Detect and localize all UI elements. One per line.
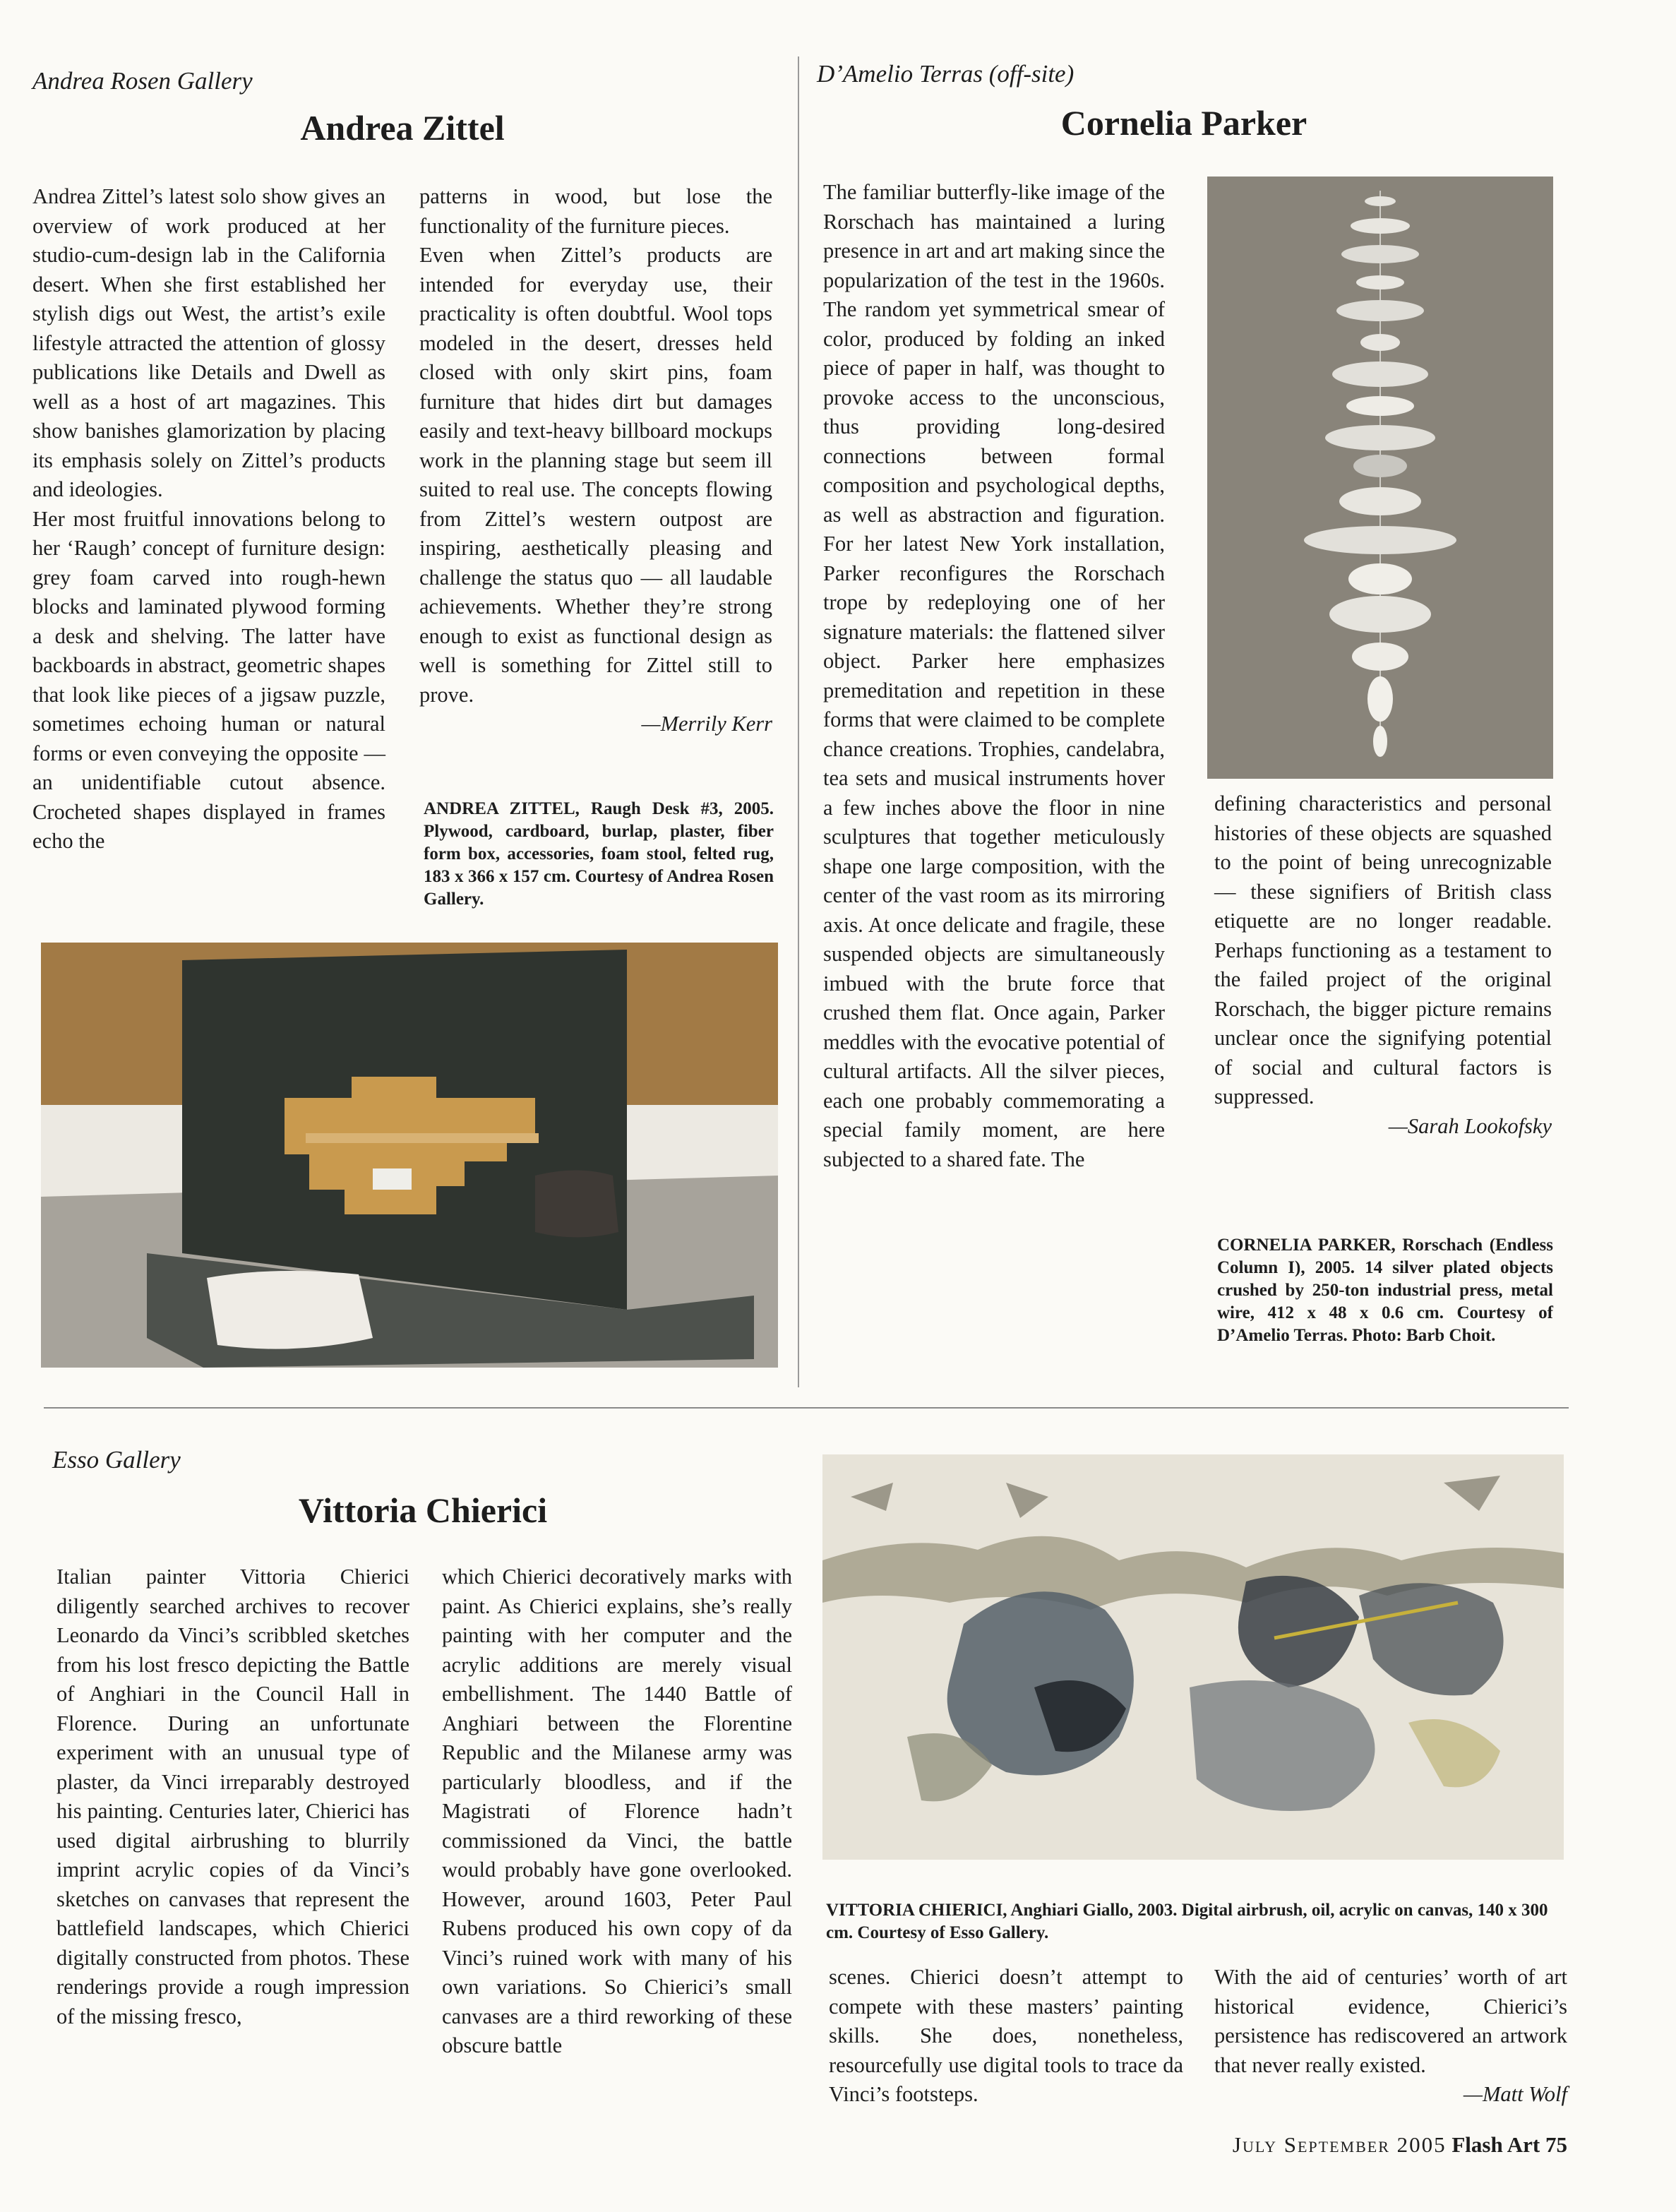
gallery-name-parker: D’Amelio Terras (off-site) — [817, 60, 1075, 88]
artwork-photo-rorschach-column — [1207, 177, 1553, 779]
article-text-parker-col1: The familiar butterfly-like image of the Rorschach has maintained a luring presence in art and art making since the popularization of the test in the 1960s. The random yet symmetrical smear of color, produced by folding an inked piece of paper in half, was thought to provoke access to the unconscious, thus providing long-desired connections between formal composition and psychological depths, as well as abstraction and figuration. For her latest New York installation, Parker reconfigures the Rorschach trope by redeploying one of her signature materials: the flattened silver object. Parker here emphasizes premeditation and repetition in these forms that were claimed to be complete chance creations. Trophies, candelabra, tea sets and musical instruments hover a few inches above the floor in nine sculptures that together meticulously shape one large composition, with the center of the vast room as its mirroring axis. At once delicate and fragile, these suspended objects are simultaneously imbued with the brute force that crushed them flat. Once again, Parker meddles with the evocative potential of cultural artifacts. All the silver pieces, each one probably commemorating a special family moment, are here subjected to a shared fate. The — [823, 180, 1165, 1171]
photo-caption-parker: CORNELIA PARKER, Rorschach (Endless Column I), 2005. 14 silver plated objects crushed by 250-ton industrial press, metal wire, 412 x 48 x 0.6 cm. Courtesy of D’Amelio Terras. Photo: Barb Choit. — [1217, 1236, 1553, 1345]
paragraph: patterns in wood, but lose the functionality of the furniture pieces. — [419, 184, 772, 238]
article-title-zittel: Andrea Zittel — [300, 108, 505, 148]
byline: —Matt Wolf — [1463, 2082, 1567, 2106]
artwork-photo-raugh-desk — [41, 943, 778, 1368]
article-text-chierici-col3: scenes. Chierici doesn’t attempt to compete with these masters’ painting skills. She does, nonetheless, resourcefully use digital tools to trace da Vinci’s footsteps. — [829, 1965, 1183, 2106]
gallery-name-chierici: Esso Gallery — [52, 1446, 181, 1473]
paragraph: Andrea Zittel’s latest solo show gives an overview of work produced at her studio-cum-design lab in the California desert. When she first established her stylish digs out West, the artist’s exile lifestyle attracted the attention of glossy publications like Details and Dwell as well as a host of art magazines. This show banishes glamorization by placing its emphasis solely on Zittel’s products and ideologies. — [32, 184, 385, 501]
article-text-chierici-col2: which Chierici decoratively marks with paint. As Chierici explains, she’s really painting with her computer and the acrylic additions are merely visual embellishment. The 1440 Battle of Anghiari between the Florentine Republic and the Milanese army was particularly bloodless, and if the Magistrati of Florence hadn’t commissioned da Vinci, the battle would probably have gone overlooked. However, around 1603, Peter Paul Rubens produced his own copy of da Vinci’s ruined work with many of his own variations. So Chierici’s small canvases are a third reworking of these obscure battle — [442, 1565, 792, 2057]
article-text-zittel-col1 — [32, 182, 385, 856]
paragraph: Her most fruitful innovations belong to her ‘Raugh’ concept of furniture design: grey foam carved into rough-hewn blocks and laminated plywood forming a desk and shelving. The latter have backboards in abstract, geometric shapes that look like pieces of a jigsaw puzzle, sometimes echoing human or natural forms or even conveying the opposite — an unidentifiable cutout absence. Crocheted shapes displayed in frames echo the — [32, 506, 385, 853]
column-divider — [798, 56, 799, 1387]
photo-caption-zittel: ANDREA ZITTEL, Raugh Desk #3, 2005. Plywood, cardboard, burlap, plaster, fiber form box, accessories, foam stool, felted rug, 183 x 366 x 157 cm. Courtesy of Andrea Rosen Gallery. — [424, 799, 774, 909]
paragraph: With the aid of centuries’ worth of art historical evidence, Chierici’s persistence has rediscovered an artwork that never really existed. — [1214, 1965, 1567, 2077]
gallery-name-zittel: Andrea Rosen Gallery — [32, 67, 253, 95]
paragraph: defining characteristics and personal histories of these objects are squashed to the point of being unrecognizable — these signifiers of British class etiquette are no longer readable. Perhaps functioning as a testament to the failed project of the original Rorschach, the bigger picture remains unclear once the signifying potential of social and cultural factors is suppressed. — [1214, 791, 1552, 1108]
photo-caption-chierici: VITTORIA CHIERICI, Anghiari Giallo, 2003. Digital airbrush, oil, acrylic on canvas, 140 x 300 cm. Courtesy of Esso Gallery. — [826, 1901, 1548, 1942]
page-footer — [1158, 2132, 1567, 2158]
article-text-chierici-col1: Italian painter Vittoria Chierici diligently searched archives to recover Leonardo da Vinci’s scribbled sketches from his lost fresco depicting the Battle of Anghiari in the Council Hall in Florence. During an unfortunate experiment with an unusual type of plaster, da Vinci irreparably destroyed his painting. Centuries later, Chierici has used digital airbrushing to blurrily imprint acrylic copies of da Vinci’s sketches on canvases that represent the battlefield landscapes, which Chierici digitally constructed from photos. These renderings provide a rough impression of the missing fresco, — [56, 1565, 409, 2028]
issue-date: July September 2005 — [1232, 2132, 1447, 2157]
paragraph: Even when Zittel’s products are intended for everyday use, their practicality is often doubtful. Wool tops modeled in the desert, dresses held closed with only skirt pins, foam furniture that hides dirt but damages easily and text-heavy billboard mockups work in the planning stage but seem ill suited to real use. The concepts flowing from Zittel’s western outpost are inspiring, aesthetically pleasing and challenge the status quo — all laudable achievements. Whether they’re strong enough to exist as functional design as well is something for Zittel still to prove. — [419, 243, 772, 707]
section-divider — [44, 1407, 1569, 1409]
article-title-chierici: Vittoria Chierici — [298, 1490, 548, 1530]
page-number: 75 — [1545, 2132, 1567, 2157]
article-title-parker: Cornelia Parker — [1060, 103, 1307, 143]
article-text-zittel-col2 — [419, 182, 772, 739]
artwork-photo-anghiari-giallo — [822, 1454, 1564, 1860]
magazine-name: Flash Art — [1451, 2132, 1540, 2157]
article-text-chierici-col4 — [1214, 1963, 1567, 2110]
byline: —Merrily Kerr — [641, 712, 772, 736]
article-text-parker-col2 — [1214, 789, 1552, 1141]
byline: —Sarah Lookofsky — [1388, 1113, 1552, 1138]
